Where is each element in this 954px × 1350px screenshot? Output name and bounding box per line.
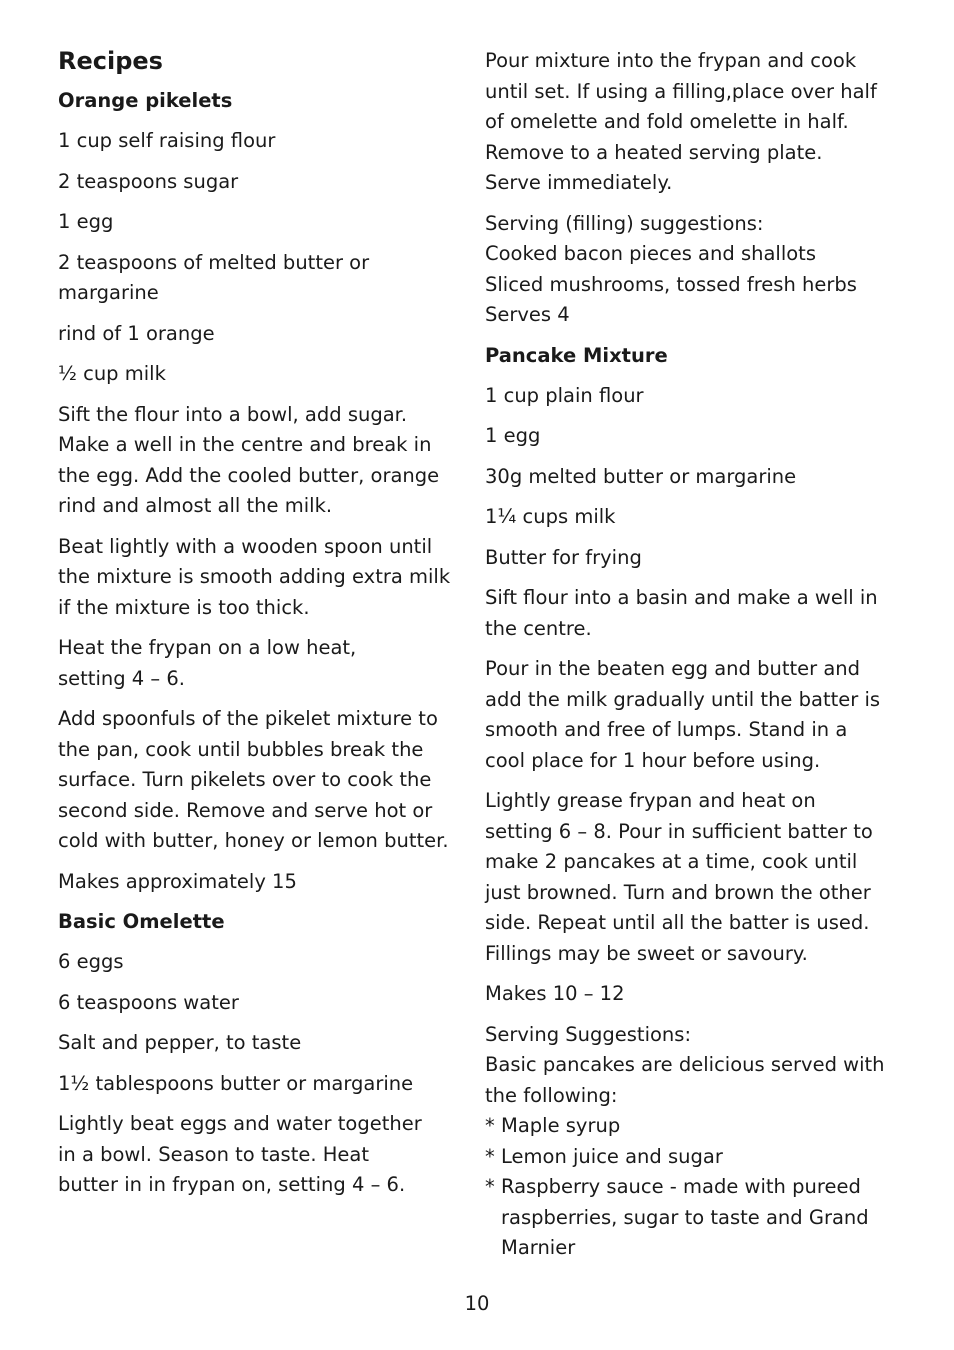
omelette-method-continued [485, 46, 885, 199]
asterisk-bullet: * [485, 1175, 495, 1198]
asterisk-bullet: * [485, 1114, 495, 1137]
method-paragraph: Lightly beat eggs and water together in a bowl. Season to taste. Heat butter in in frypan on, setting 4 – 6. [58, 1112, 422, 1196]
ingredient: 1 egg [485, 424, 541, 447]
bullet-text: Lemon juice and sugar [501, 1144, 723, 1168]
ingredient: 6 teaspoons water [58, 990, 239, 1014]
suggestions-heading: Serving Suggestions: [485, 1022, 692, 1046]
bullet-item [485, 1172, 885, 1264]
ingredient: 1 egg [58, 210, 114, 233]
ingredient: 1¼ cups milk [485, 505, 616, 528]
suggestions-intro: Basic pancakes are delicious served with the following: [485, 1053, 885, 1107]
pancake-serving-suggestions [485, 1020, 885, 1264]
ingredient: rind of 1 orange [58, 321, 215, 345]
suggestion-line: Sliced mushrooms, tossed fresh herbs [485, 272, 857, 296]
ingredient: Butter for frying [485, 545, 642, 569]
ingredient: 1½ tablespoons butter or margarine [58, 1071, 414, 1095]
ingredient: 2 teaspoons of melted butter or margarine [58, 250, 370, 304]
page-number: 10 [464, 1292, 490, 1315]
ingredient: 6 eggs [58, 950, 124, 973]
method-paragraph: Lightly grease frypan and heat on setting 6 – 8. Pour in sufficient batter to make 2 pancakes at a time, cook until just browned. Turn and brown the other side. Repeat until all the batter is used. Fillings may be sweet or savoury. [485, 789, 873, 965]
asterisk-bullet: * [485, 1144, 495, 1168]
right-column [485, 46, 885, 1274]
ingredient: 2 teaspoons sugar [58, 169, 239, 193]
method-line: Remove to a heated serving plate. [485, 140, 823, 164]
left-column [58, 44, 458, 1211]
ingredient: ½ cup milk [58, 362, 166, 385]
suggestion-line: Serving (filling) suggestions: [485, 211, 764, 235]
recipe-heading-pancake-mixture: Pancake Mixture [485, 343, 668, 367]
bullet-item [485, 1142, 885, 1173]
method-paragraph: Sift the flour into a bowl, add sugar. Make a well in the centre and break in the egg. Add the cooled butter, orange rind and almost all the milk. [58, 402, 440, 517]
omelette-serving-suggestions [485, 209, 885, 331]
suggestion-line: Cooked bacon pieces and shallots [485, 242, 816, 265]
ingredient: Salt and pepper, to taste [58, 1031, 302, 1054]
page-title: Recipes [58, 47, 163, 75]
method-paragraph: Pour in the beaten egg and butter and add the milk gradually until the batter is smooth and free of lumps. Stand in a cool place for 1 hour before using. [485, 657, 881, 772]
recipe-heading-basic-omelette: Basic Omelette [58, 910, 225, 933]
ingredient: 1 cup self raising flour [58, 129, 276, 152]
method-paragraph: Beat lightly with a wooden spoon until the mixture is smooth adding extra milk if the mixture is too thick. [58, 534, 451, 619]
bullet-item [485, 1111, 885, 1142]
recipe-heading-orange-pikelets: Orange pikelets [58, 89, 233, 112]
ingredient: 30g melted butter or margarine [485, 464, 797, 488]
yield-text: Makes 10 – 12 [485, 982, 625, 1005]
bullet-text: Maple syrup [501, 1114, 621, 1137]
bullet-text: Raspberry sauce - made with pureed raspberries, sugar to taste and Grand Marnier [501, 1175, 869, 1259]
serves-text: Serves 4 [485, 303, 570, 326]
method-line: Serve immediately. [485, 171, 673, 194]
method-line: Pour mixture into the frypan and cook until set. If using a filling,place over half of omelette and fold omelette in half. [485, 49, 877, 133]
method-paragraph: Sift flour into a basin and make a well in the centre. [485, 586, 878, 640]
yield-text: Makes approximately 15 [58, 869, 297, 893]
method-paragraph: Heat the frypan on a low heat, setting 4 – 6. [58, 636, 357, 690]
method-paragraph: Add spoonfuls of the pikelet mixture to the pan, cook until bubbles break the surface. Turn pikelets over to cook the second side. Remove and serve hot or cold with butter, honey or lemon butter. [58, 707, 449, 852]
ingredient: 1 cup plain flour [485, 383, 644, 407]
